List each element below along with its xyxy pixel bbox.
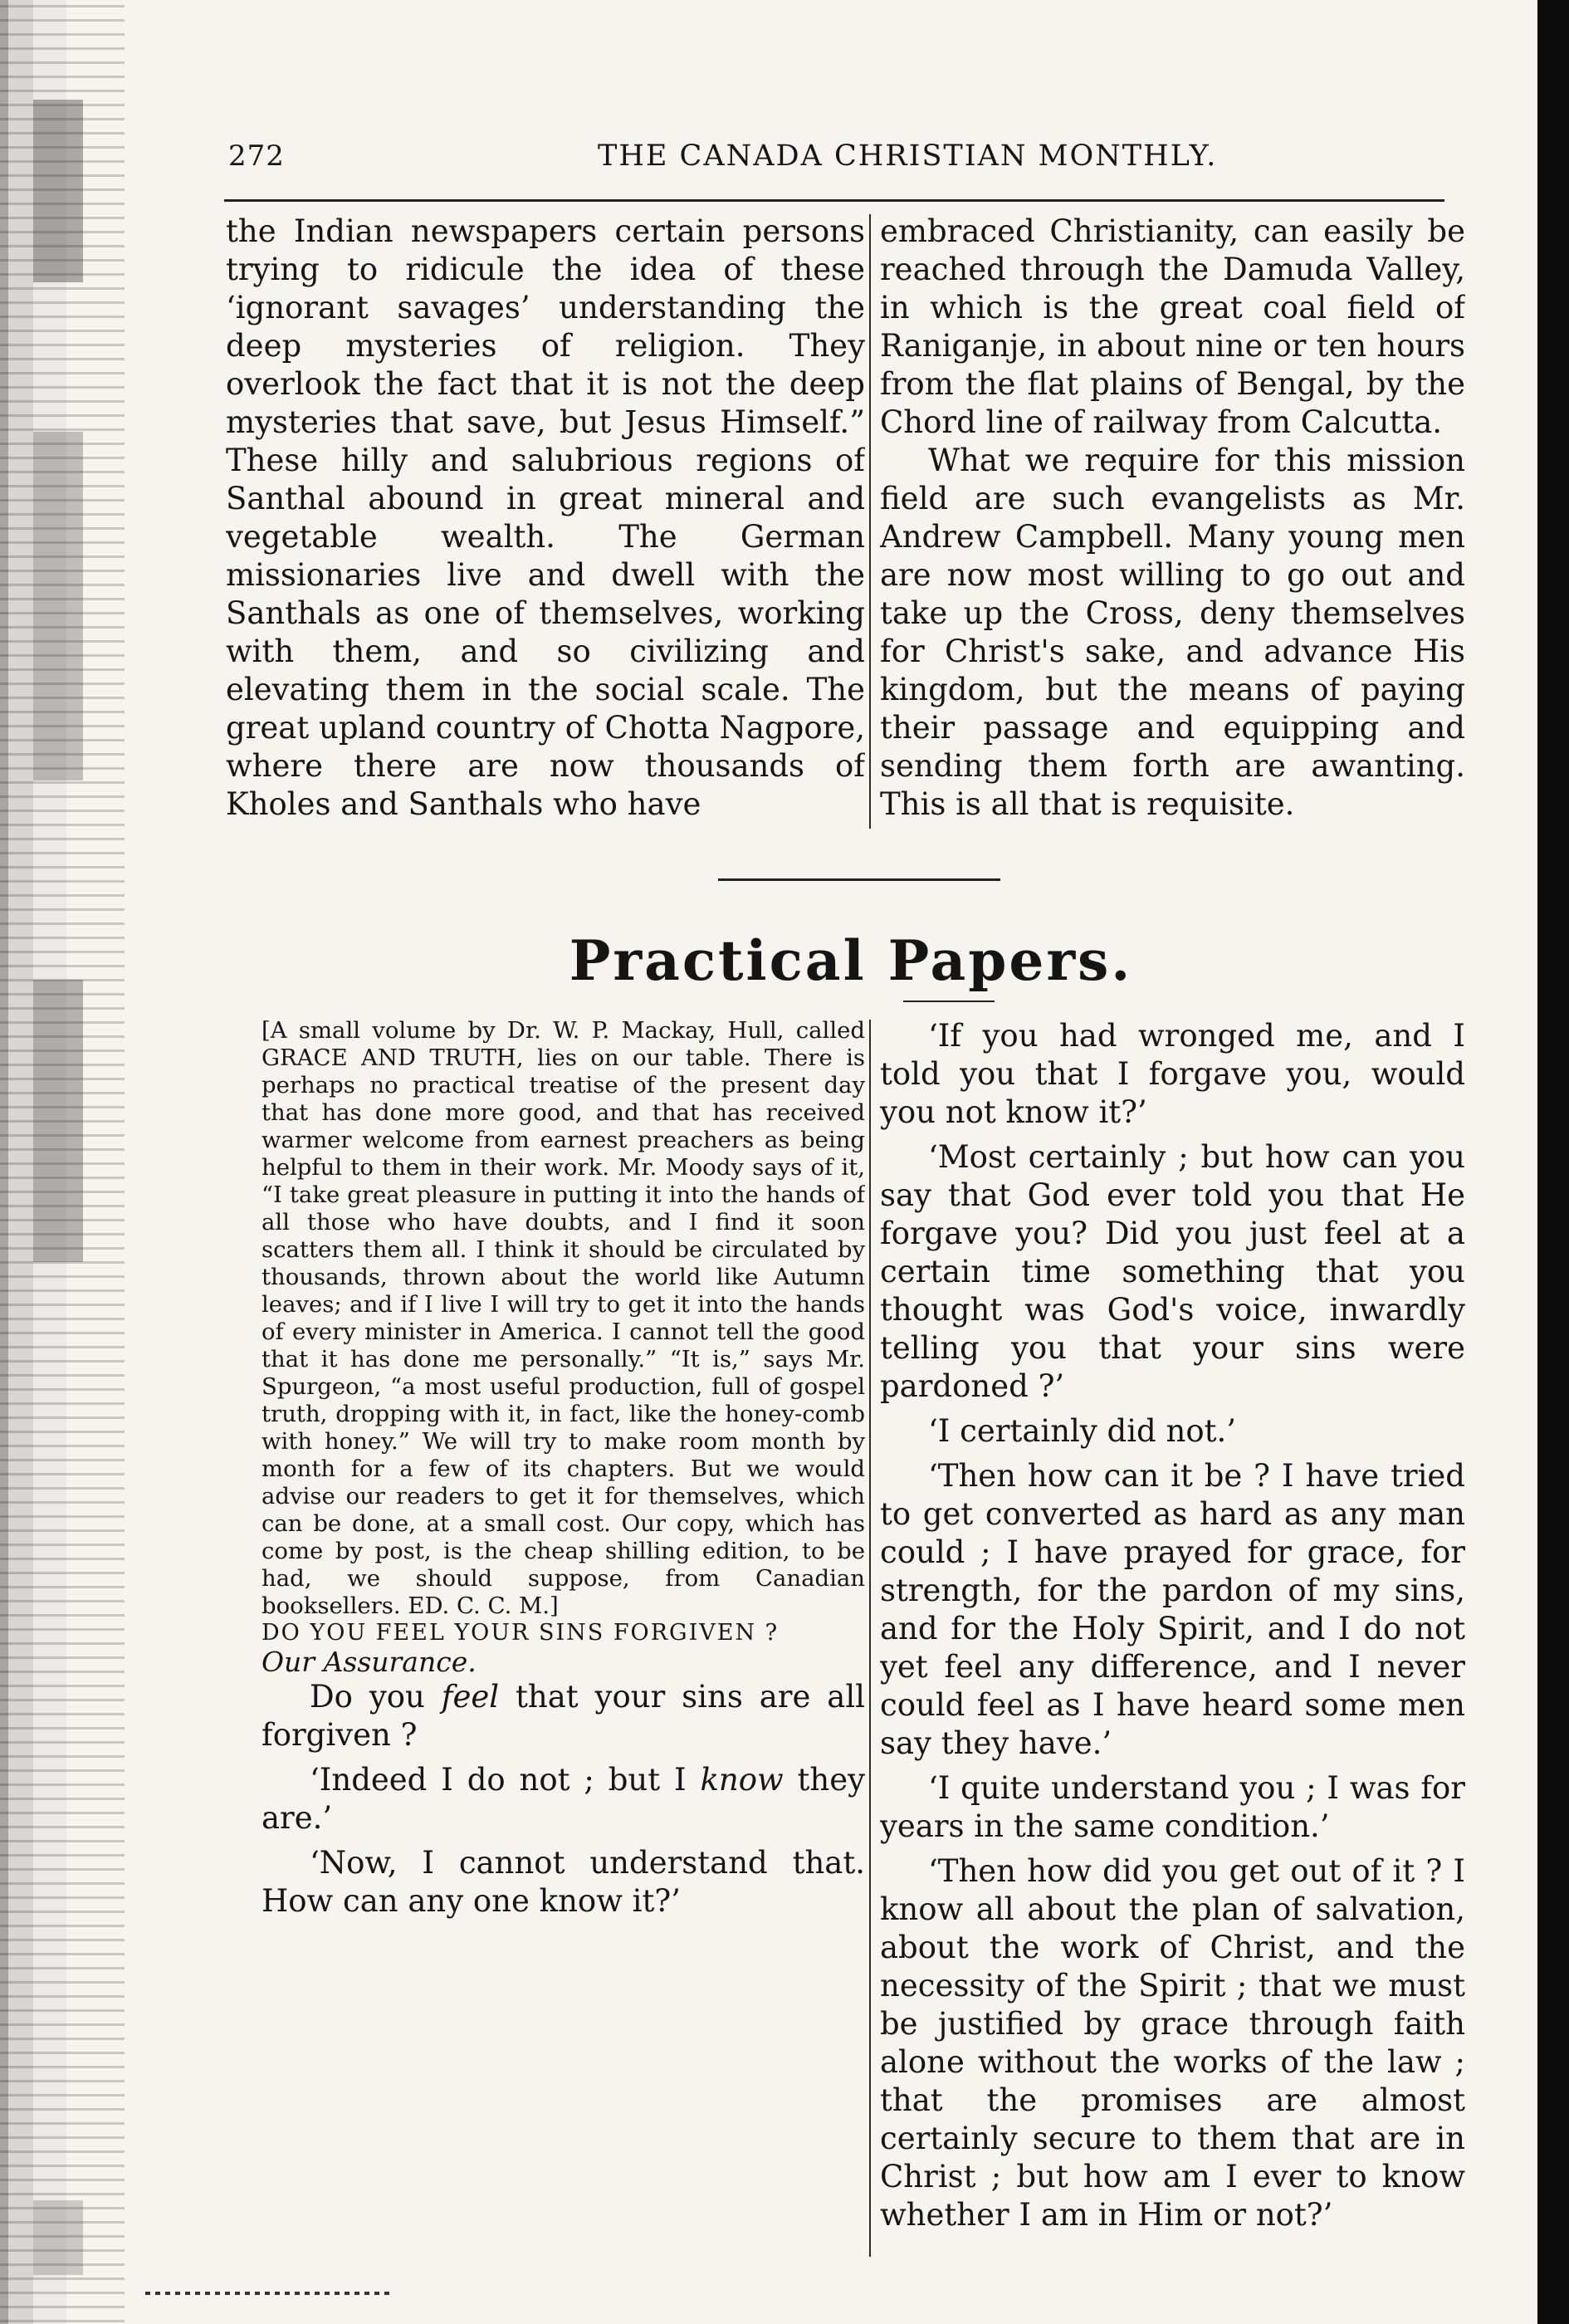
scan-speck: [33, 980, 83, 1262]
page-number: 272: [228, 139, 285, 173]
section-title: Practical Papers.: [569, 928, 1133, 993]
lower-left-column: [262, 1017, 865, 2254]
text-run: they are.’: [262, 1762, 865, 1836]
paragraph: ‘Most certainly ; but how can you say that God ever told you that He forgave you? Did you just feel at a certain time something that you thought was God's voice, inwardly telling you that your sins were pardoned ?’: [880, 1139, 1465, 1404]
emphasis: know: [700, 1762, 784, 1798]
paragraph: ‘I certainly did not.’: [928, 1413, 1236, 1449]
column-divider: [869, 214, 871, 829]
section-rule: [718, 878, 1000, 881]
paragraph: ‘Then how did you get out of it ? I know all about the plan of salvation, about the work of Christ, and the necessity of the Spirit ; that we must be justified by grace through faith alone without the works of the law ; that the promises are almost certainly secure to them that are in Christ ; but how am I ever to know whether I am in Him or not?’: [880, 1853, 1465, 2233]
editor-note: [A small volume by Dr. W. P. Mackay, Hull, called GRACE AND TRUTH, lies on our table. There is perhaps no practical treatise of the present day that has done more good, and that has received warmer welcome from earnest preachers as being helpful to them in their work. Mr. Moody says of it, “I take great pleasure in putting it into the hands of all those who have doubts, and I find it soon scatters them all. I think it should be circulated by thousands, thrown about the world like Autumn leaves; and if I live I will try to get it into the hands of every minister in America. I cannot tell the good that it has done me personally.” “It is,” says Mr. Spurgeon, “a most useful production, full of gospel truth, dropping with it, in fact, like the honey-comb with honey.” We will try to make room month by month for a few of its chapters. But we would advise our readers to get it for themselves, which can be done, at a small cost. Our copy, which has come by post, is the cheap shilling edition, to be had, we should suppose, from Canadian booksellers. ED. C. C. M.]: [262, 1017, 865, 1619]
running-head: THE CANADA CHRISTIAN MONTHLY.: [598, 139, 1218, 173]
top-right-column: [880, 213, 1465, 827]
top-left-column: [226, 213, 865, 827]
section-rule-short: [903, 1001, 995, 1002]
paragraph: [262, 1761, 865, 1837]
scan-speck: [33, 100, 83, 282]
paragraph: ‘If you had wronged me, and I told you that I forgave you, would you not know it?’: [880, 1018, 1465, 1130]
text-run: ‘Indeed I do not ; but I: [310, 1762, 701, 1798]
text-run: Do you: [310, 1679, 442, 1715]
column-divider: [869, 1020, 871, 2257]
lower-right-column: [880, 1017, 1465, 2254]
scan-speck: [33, 432, 83, 780]
paragraph: the Indian newspapers certain persons trying to ridicule the idea of these ‘ignorant savages’ understanding the deep mysteries of religion. They overlook the fact that it is not the deep mysteries that save, but Jesus Himself.” These hilly and salubrious regions of Santhal abound in great mineral and vegetable wealth. The German missionaries live and dwell with the Santhals as one of themselves, working with them, and so civilizing and elevating them in the social scale. The great upland country of Chotta Nagpore, where there are now thousands of Kholes and Santhals who have: [226, 213, 865, 822]
paragraph: What we require for this mission field are such evangelists as Mr. Andrew Campbell. Many young men are now most willing to go out and take up the Cross, deny themselves for Christ's sake, and advance His kingdom, but the means of paying their passage and equipping and sending them forth are awanting. This is all that is requisite.: [880, 443, 1465, 822]
paragraph: ‘Now, I cannot understand that. How can any one know it?’: [262, 1845, 865, 1919]
paragraph: ‘I quite understand you ; I was for years in the same condition.’: [880, 1770, 1465, 1844]
emphasis: feel: [441, 1679, 500, 1715]
scan-bottom-marks: [145, 2292, 394, 2295]
header-rule: [224, 199, 1444, 202]
paragraph: embraced Christianity, can easily be reached through the Damuda Valley, in which is the great coal field of Raniganje, in about nine or ten hours from the flat plains of Bengal, by the Chord line of railway from Calcutta.: [880, 213, 1465, 440]
article-headline: DO YOU FEEL YOUR SINS FORGIVEN ?: [262, 1620, 780, 1646]
paragraph: ‘Then how can it be ? I have tried to get converted as hard as any man could ; I have prayed for grace, for strength, for the pardon of my sins, and for the Holy Spirit, and I do not yet feel any difference, and I never could feel as I have heard some men say they have.’: [880, 1458, 1465, 1761]
article-subhead: Our Assurance.: [262, 1646, 477, 1678]
page-header: [228, 139, 1218, 181]
scan-right-edge: [1537, 0, 1569, 2324]
scan-speck: [33, 2200, 83, 2275]
paragraph: [262, 1678, 865, 1754]
text-run: that your sins are all forgiven ?: [262, 1679, 865, 1753]
